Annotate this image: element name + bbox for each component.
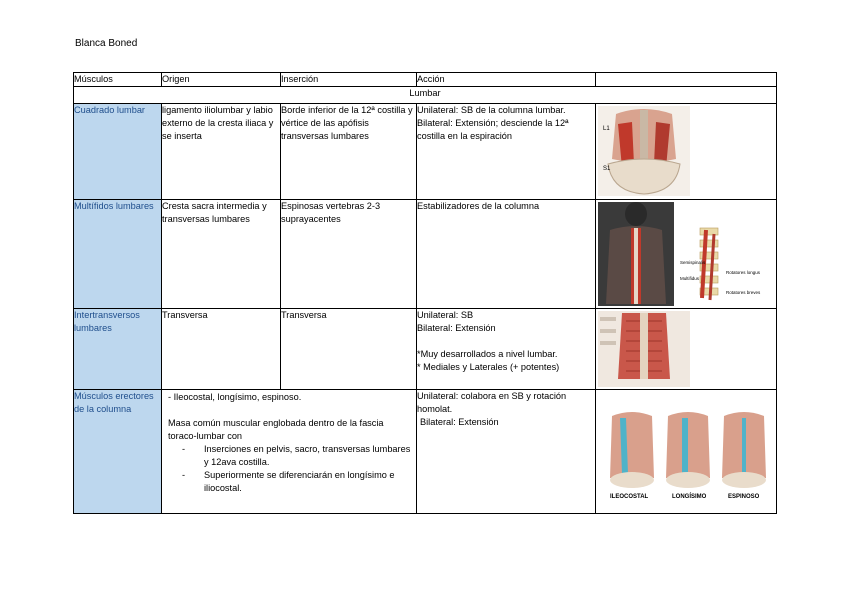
origin-mass: Masa común muscular englobada dentro de la fascia toraco-lumbar con	[168, 418, 384, 441]
action-cell	[417, 390, 596, 514]
list-item: - Superiormente se diferenciarán en longísimo e iliocostal.	[204, 469, 412, 495]
action-line: * Mediales y Laterales (+ potentes)	[417, 362, 560, 372]
header-image	[596, 73, 777, 87]
insertion-cell: Borde inferior de la 12ª costilla y vértice de las apófisis transversas lumbares	[281, 104, 417, 200]
image-cell	[596, 390, 777, 514]
header-muscles: Músculos	[74, 73, 162, 87]
action-line: Unilateral: colabora en SB y rotación homolat.	[417, 391, 567, 414]
quadratus-lumborum-illustration	[596, 104, 777, 199]
multifidus-illustration	[596, 200, 777, 308]
header-origin: Origen	[162, 73, 281, 87]
origin-cell: Cresta sacra intermedia y transversas lumbares	[162, 200, 281, 309]
image-label: L1	[603, 126, 610, 132]
table-row	[74, 104, 777, 200]
image-label: LONGÍSIMO	[672, 494, 707, 500]
image-label: ILEOCOSTAL	[610, 494, 649, 500]
header-row	[74, 73, 777, 87]
action-line: Unilateral: SB de la columna lumbar.	[417, 105, 566, 115]
origin-list	[168, 443, 412, 495]
list-item: - Inserciones en pelvis, sacro, transversas lumbares y 12ava costilla.	[204, 443, 412, 469]
header-action: Acción	[417, 73, 596, 87]
origin-cell: Transversa	[162, 309, 281, 390]
muscle-name: Multífidos lumbares	[74, 200, 162, 309]
image-label: S1	[603, 166, 611, 172]
muscle-name: Intertransversos lumbares	[74, 309, 162, 390]
origin-cell: ligamento iliolumbar y labio externo de la cresta iliaca y se inserta	[162, 104, 281, 200]
section-row	[74, 87, 777, 104]
table-row	[74, 309, 777, 390]
intertransversarii-illustration	[596, 309, 777, 389]
action-cell	[417, 200, 596, 309]
action-line: Bilateral: Extensión	[417, 323, 496, 333]
table-row	[74, 390, 777, 514]
action-line: Bilateral: Extensión; desciende la 12ª costilla en la espiración	[417, 118, 569, 141]
muscle-name: Cuadrado lumbar	[74, 104, 162, 200]
author-name: Blanca Boned	[75, 38, 138, 49]
image-cell	[596, 104, 777, 200]
action-line: *Muy desarrollados a nivel lumbar.	[417, 349, 558, 359]
action-cell	[417, 309, 596, 390]
action-line: Estabilizadores de la columna	[417, 201, 540, 211]
image-label: Semispinalis	[680, 260, 706, 265]
action-line: Unilateral: SB	[417, 310, 474, 320]
section-title: Lumbar	[409, 88, 441, 98]
image-label: Rotatores breves	[726, 290, 761, 295]
muscle-name: Músculos erectores de la columna	[74, 390, 162, 514]
origin-cell	[162, 390, 417, 514]
image-label: ESPINOSO	[728, 494, 760, 500]
action-cell	[417, 104, 596, 200]
muscles-table	[73, 72, 777, 514]
action-line: Bilateral: Extensión	[420, 417, 499, 427]
erector-spinae-illustration	[596, 390, 777, 512]
image-label: Rotatores longus	[726, 270, 761, 275]
image-cell	[596, 200, 777, 309]
image-cell	[596, 309, 777, 390]
insertion-cell: Espinosas vertebras 2-3 suprayacentes	[281, 200, 417, 309]
header-insertion: Inserción	[281, 73, 417, 87]
table-row	[74, 200, 777, 309]
origin-intro: - Ileocostal, longísimo, espinoso.	[168, 392, 302, 402]
insertion-cell: Transversa	[281, 309, 417, 390]
image-label: Multifidus	[680, 276, 700, 281]
